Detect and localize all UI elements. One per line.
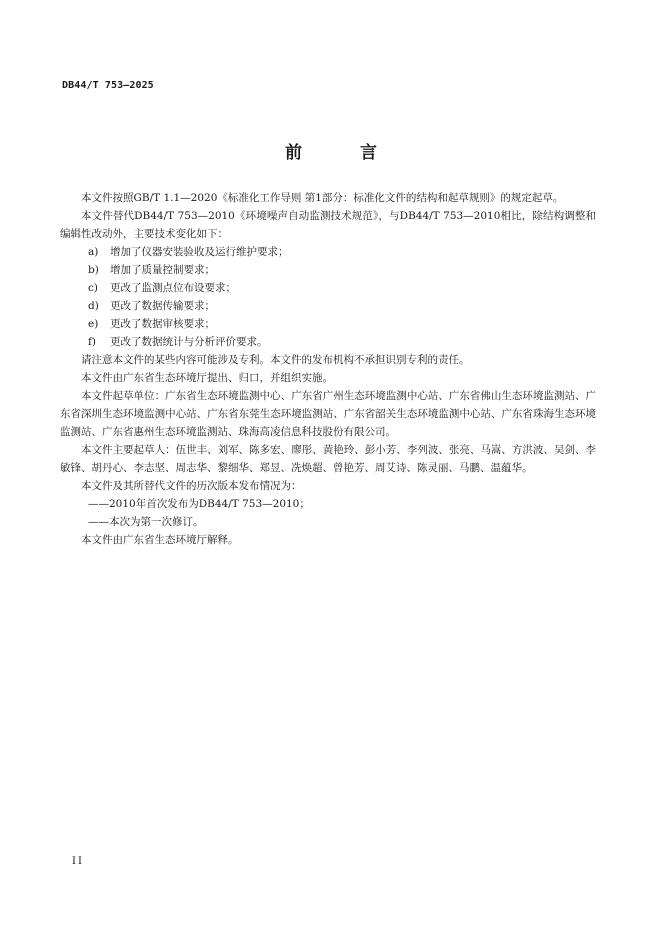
- list-item-text: 更改了数据审核要求；: [110, 318, 215, 330]
- list-marker: c): [88, 282, 98, 294]
- foreword-body: [60, 189, 596, 549]
- list-item: [60, 315, 596, 333]
- list-item-text: 更改了数据统计与分析评价要求。: [110, 336, 268, 348]
- list-item: [60, 261, 596, 279]
- paragraph-patent-notice: 请注意本文件的某些内容可能涉及专利。本文件的发布机构不承担识别专利的责任。: [81, 354, 470, 366]
- list-marker: b): [88, 264, 99, 276]
- paragraph-proposer: 本文件由广东省生态环境厅提出、归口，并组织实施。: [81, 372, 333, 384]
- list-marker: e): [88, 318, 99, 330]
- list-item: [60, 279, 596, 297]
- document-code: DB44/T 753—2025: [62, 80, 154, 91]
- paragraph-replacement: 本文件替代DB44/T 753—2010《环境噪声自动监测技术规范》，与DB44/T 753—2010相比，除结构调整和编辑性改动外，主要技术变化如下：: [60, 210, 596, 240]
- list-item: [60, 333, 596, 351]
- list-item-text: 更改了监测点位布设要求；: [110, 282, 236, 294]
- list-item-text: 增加了仪器安装验收及运行维护要求；: [110, 246, 289, 258]
- list-item: [60, 243, 596, 261]
- list-marker: d): [88, 300, 99, 312]
- paragraph-interpretation: 本文件由广东省生态环境厅解释。: [81, 534, 239, 546]
- list-item-text: 更改了数据传输要求；: [110, 300, 215, 312]
- list-marker: f): [88, 336, 96, 348]
- list-item-text: 增加了质量控制要求；: [110, 264, 215, 276]
- list-item: [60, 297, 596, 315]
- paragraph-drafters: 本文件主要起草人：伍世丰、刘军、陈多宏、廖彤、黄艳玲、彭小芳、李列波、张亮、马嵩、方洪波、吴剑、李敏锋、胡丹心、李志坚、周志华、黎细华、郑昱、冼焕超、曾艳芳、周艾诗、陈灵丽、马鹏、温蕴华。: [60, 444, 596, 474]
- paragraph-drafting-units: 本文件起草单位：广东省生态环境监测中心、广东省广州生态环境监测中心站、广东省佛山生态环境监测站、广东省深圳生态环境监测中心站、广东省东莞生态环境监测站、广东省韶关生态环境监测中心站、广东省珠海生态环境监测站、广东省惠州生态环境监测站、珠海高凌信息科技股份有限公司。: [60, 390, 596, 438]
- history-item: ——本次为第一次修订。: [88, 516, 204, 528]
- page-title: 前 言: [285, 143, 403, 163]
- paragraph-version-history: 本文件及其所替代文件的历次版本发布情况为：: [81, 480, 302, 492]
- page-number: II: [72, 856, 84, 867]
- history-item: ——2010年首次发布为DB44/T 753—2010；: [88, 498, 310, 510]
- paragraph-drafting-basis: 本文件按照GB/T 1.1—2020《标准化工作导则 第1部分：标准化文件的结构和起草规则》的规定起草。: [81, 192, 564, 204]
- list-marker: a): [88, 246, 99, 258]
